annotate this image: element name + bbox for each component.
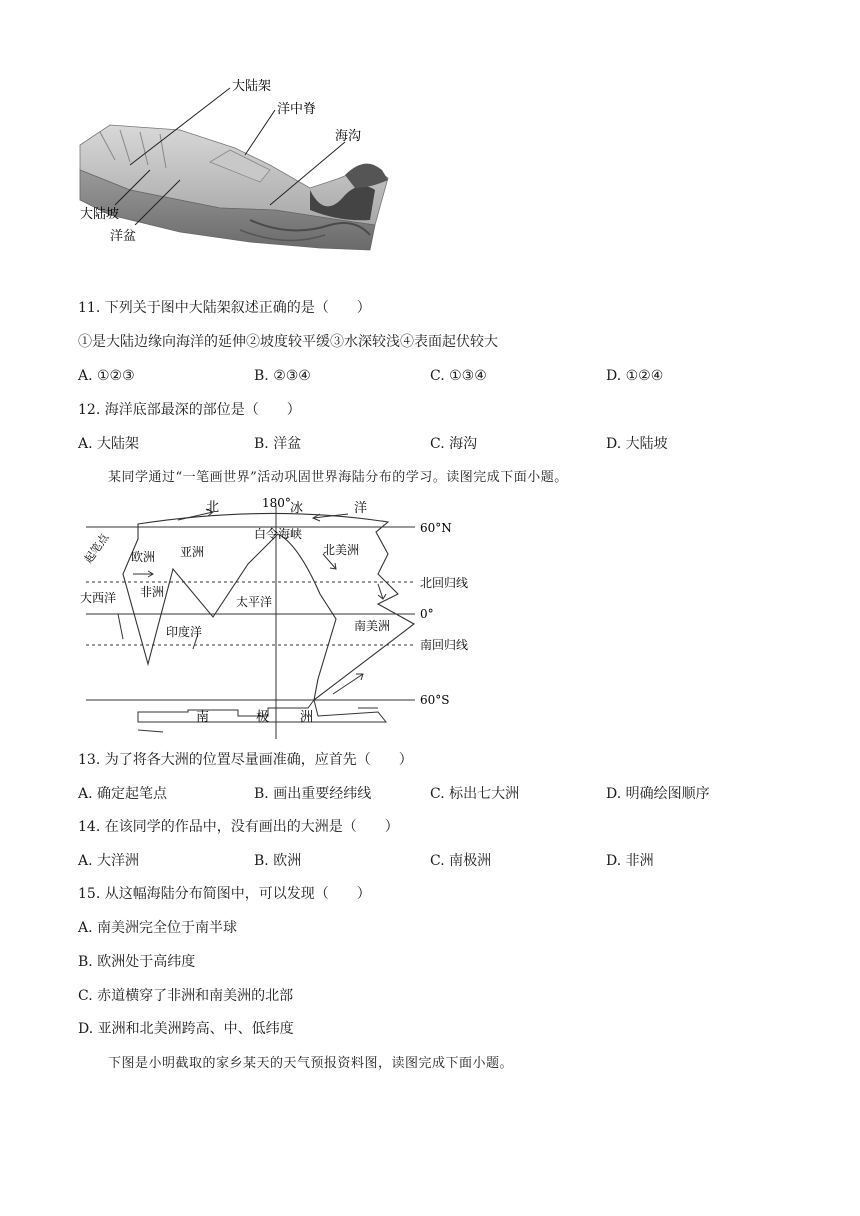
q13-option-b[interactable]: B. 画出重要经纬线 (254, 786, 372, 802)
q11-option-c[interactable]: C. ①③④ (430, 368, 487, 384)
question-12-stem: 12. 海洋底部最深的部位是（ ） (78, 402, 301, 418)
label-ocean-basin: 洋盆 (110, 229, 137, 244)
label-antarctica-2: 极 (256, 710, 270, 725)
label-trench: 海沟 (335, 129, 362, 144)
q15-option-c[interactable]: C. 赤道横穿了非洲和南美洲的北部 (78, 988, 294, 1004)
label-asia: 亚洲 (180, 545, 205, 559)
label-europe: 欧洲 (131, 550, 156, 564)
question-11-stem: 11. 下列关于图中大陆架叙述正确的是（ ） (78, 300, 371, 316)
label-mid-ocean-ridge: 洋中脊 (277, 102, 317, 117)
q12-option-d[interactable]: D. 大陆坡 (606, 436, 668, 452)
q13-option-a[interactable]: A. 确定起笔点 (78, 786, 168, 802)
label-60n: 60°N (420, 521, 452, 535)
q15-option-d[interactable]: D. 亚洲和北美洲跨高、中、低纬度 (78, 1021, 294, 1037)
label-pacific: 太平洋 (236, 595, 273, 609)
q14-option-d[interactable]: D. 非洲 (606, 853, 654, 869)
label-60s: 60°S (420, 693, 450, 707)
q15-option-a[interactable]: A. 南美洲完全位于南半球 (78, 920, 238, 936)
q12-option-a[interactable]: A. 大陆架 (78, 436, 140, 452)
q15-option-b[interactable]: B. 欧洲处于高纬度 (78, 954, 196, 970)
q11-option-d[interactable]: D. ①②④ (606, 368, 664, 384)
label-continental-shelf: 大陆架 (232, 79, 272, 94)
q14-option-a[interactable]: A. 大洋洲 (78, 853, 140, 869)
label-antarctica-3: 洲 (300, 710, 314, 725)
question-11-statements: ①是大陆边缘向海洋的延伸②坡度较平缓③水深较浅④表面起伏较大 (78, 334, 498, 350)
label-tropic-capricorn: 南回归线 (420, 638, 469, 652)
q12-option-c[interactable]: C. 海沟 (430, 436, 478, 452)
label-continental-slope: 大陆坡 (80, 207, 120, 222)
label-africa: 非洲 (140, 585, 165, 599)
label-indian: 印度洋 (166, 625, 203, 639)
label-north: 北 (206, 500, 220, 515)
question-14-stem: 14. 在该同学的作品中，没有画出的大洲是（ ） (78, 819, 399, 835)
q11-option-a[interactable]: A. ①②③ (78, 368, 135, 384)
label-south-america: 南美洲 (354, 619, 391, 633)
label-antarctica-1: 南 (196, 710, 210, 725)
q14-option-c[interactable]: C. 南极洲 (430, 853, 492, 869)
label-ice: 冰 (290, 501, 304, 516)
q14-option-b[interactable]: B. 欧洲 (254, 853, 302, 869)
intro-one-stroke-world: 某同学通过“一笔画世界”活动巩固世界海陆分布的学习。读图完成下面小题。 (108, 470, 568, 485)
label-180: 180° (262, 496, 291, 510)
label-start-point: 起笔点 (81, 531, 112, 566)
world-sketch-map (78, 494, 498, 744)
question-15-stem: 15. 从这幅海陆分布简图中，可以发现（ ） (78, 886, 371, 902)
q12-option-b[interactable]: B. 洋盆 (254, 436, 302, 452)
label-atlantic: 大西洋 (80, 591, 117, 605)
ocean-floor-diagram (70, 70, 400, 260)
label-north-america: 北美洲 (323, 543, 360, 557)
q13-option-d[interactable]: D. 明确绘图顺序 (606, 786, 710, 802)
q11-option-b[interactable]: B. ②③④ (254, 368, 311, 384)
label-bering: 白令海峡 (254, 527, 303, 541)
q13-option-c[interactable]: C. 标出七大洲 (430, 786, 520, 802)
question-13-stem: 13. 为了将各大洲的位置尽量画准确，应首先（ ） (78, 752, 413, 768)
label-tropic-cancer: 北回归线 (420, 576, 469, 590)
label-ocean: 洋 (354, 501, 368, 516)
label-equator: 0° (420, 607, 434, 621)
intro-weather-forecast: 下图是小明截取的家乡某天的天气预报资料图，读图完成下面小题。 (108, 1056, 514, 1071)
